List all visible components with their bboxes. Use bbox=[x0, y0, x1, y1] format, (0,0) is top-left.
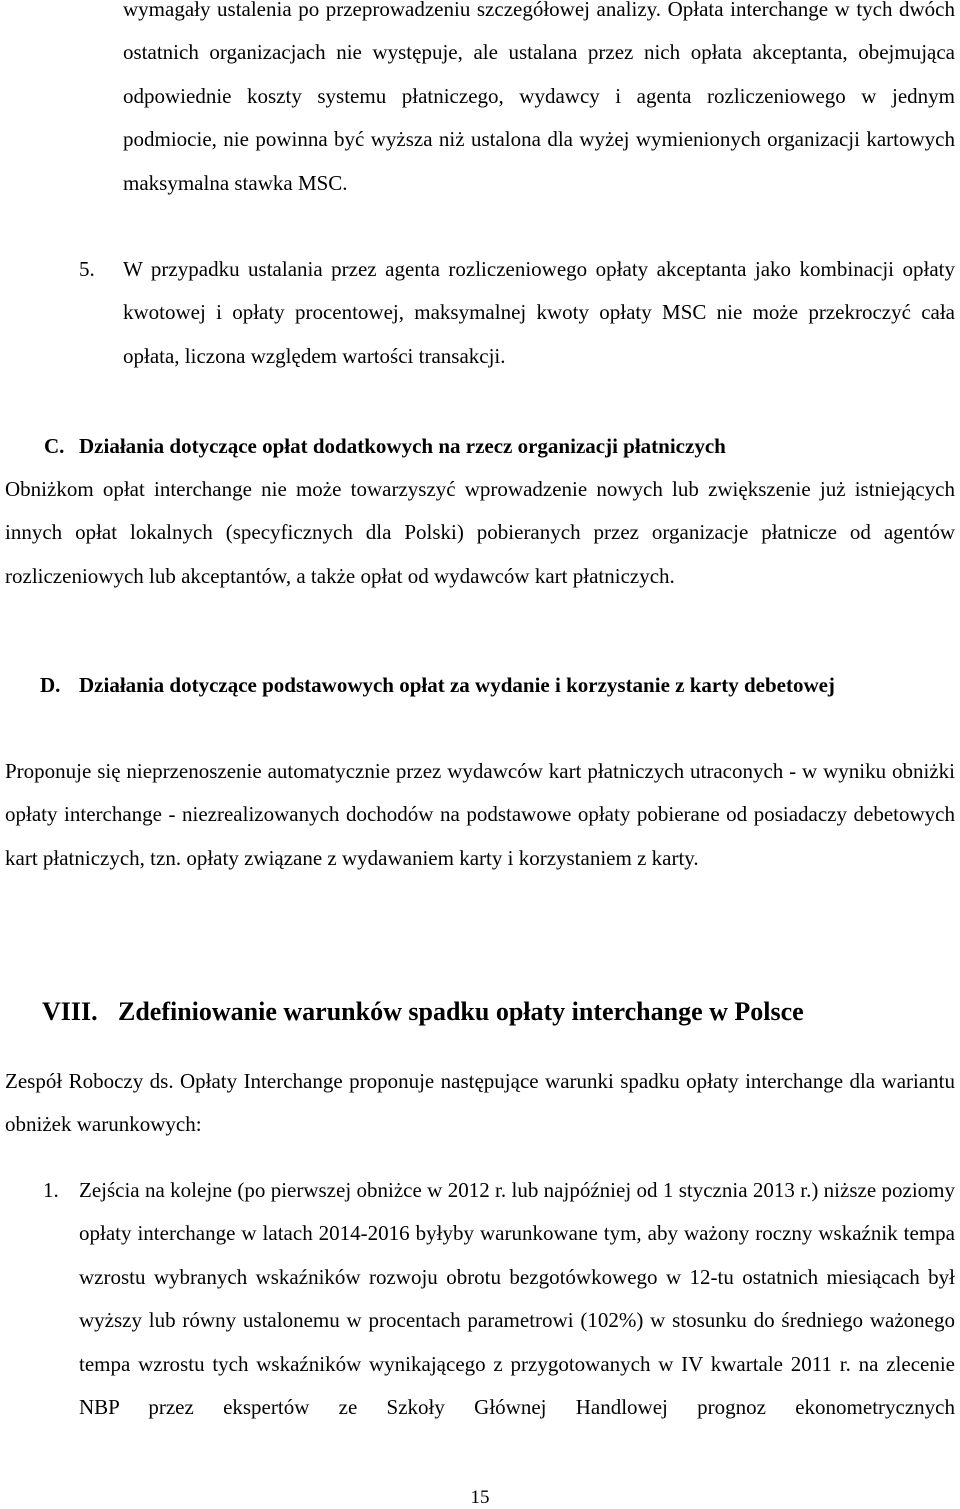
section-heading-c bbox=[44, 425, 955, 469]
list-item-text: Zejścia na kolejne (po pierwszej obniżce w 2012 r. lub najpóźniej od 1 stycznia 2013 r.) niższe poziomy opłaty interchange w latach 2014-2016 byłyby warunkowane tym, aby ważony roczny wskaźnik tempa wzrostu wybranych wskaźników rozwoju obrotu bezgotówkowego w 12-tu ostatnich miesiącach był wyższy lub równy ustalonemu w procentach parametrowi (102%) w stosunku do średniego ważonego tempa wzrostu tych wskaźników wynikającego z przygotowanych w IV kwartale 2011 r. na zlecenie NBP przez ekspertów ze Szkoły Głównej Handlowej prognoz ekonometrycznych bbox=[79, 1178, 955, 1420]
paragraph-viii-intro: Zespół Roboczy ds. Opłaty Interchange proponuje następujące warunki spadku opłaty interchange dla wariantu obniżek warunkowych: bbox=[5, 1069, 955, 1137]
chapter-heading-viii bbox=[42, 996, 955, 1028]
list-item-text: W przypadku ustalania przez agenta rozliczeniowego opłaty akceptanta jako kombinacji opłaty kwotowej i opłaty procentowej, maksymalnej kwoty opłaty MSC nie może przekroczyć cała opłata, liczona względem wartości transakcji. bbox=[123, 257, 955, 368]
paragraph-continuation: wymagały ustalenia po przeprowadzeniu szczegółowej analizy. Opłata interchange w tych dwóch ostatnich organizacjach nie występuje, ale ustalana przez nich opłata akceptanta, obejmująca odpowiednie koszty systemu płatniczego, wydawcy i agenta rozliczeniowego w jednym podmiocie, nie powinna być wyższa niż ustalona dla wyżej wymienionych organizacji kartowych maksymalna stawka MSC. bbox=[123, 0, 955, 195]
list-item-5 bbox=[79, 248, 955, 388]
heading-text: Działania dotyczące podstawowych opłat za wydanie i korzystanie z karty debetowej bbox=[79, 673, 835, 697]
chapter-title: Zdefiniowanie warunków spadku opłaty interchange w Polsce bbox=[118, 997, 804, 1026]
paragraph-c: Obniżkom opłat interchange nie może towarzyszyć wprowadzenie nowych lub zwiększenie już istniejących innych opłat lokalnych (specyficznych dla Polski) pobieranych przez organizacje płatnicze od agentów rozliczeniowych lub akceptantów, a także opłat od wydawców kart płatniczych. bbox=[5, 477, 955, 588]
heading-letter: D. bbox=[40, 673, 61, 697]
paragraph-d: Proponuje się nieprzenoszenie automatycznie przez wydawców kart płatniczych utraconych - w wyniku obniżki opłaty interchange - niezrealizowanych dochodów na podstawowe opłaty pobierane od posiadaczy debetowych kart płatniczych, tzn. opłaty związane z wydawaniem karty i korzystaniem z karty. bbox=[5, 759, 955, 870]
heading-letter: C. bbox=[44, 434, 65, 458]
list-number: 5. bbox=[79, 257, 95, 281]
list-number: 1. bbox=[43, 1178, 59, 1202]
heading-text: Działania dotyczące opłat dodatkowych na rzecz organizacji płatniczych bbox=[79, 434, 726, 458]
chapter-number: VIII. bbox=[42, 997, 98, 1026]
page-number: 15 bbox=[470, 1487, 490, 1508]
list-item-1 bbox=[43, 1169, 955, 1479]
section-heading-d bbox=[40, 664, 955, 752]
